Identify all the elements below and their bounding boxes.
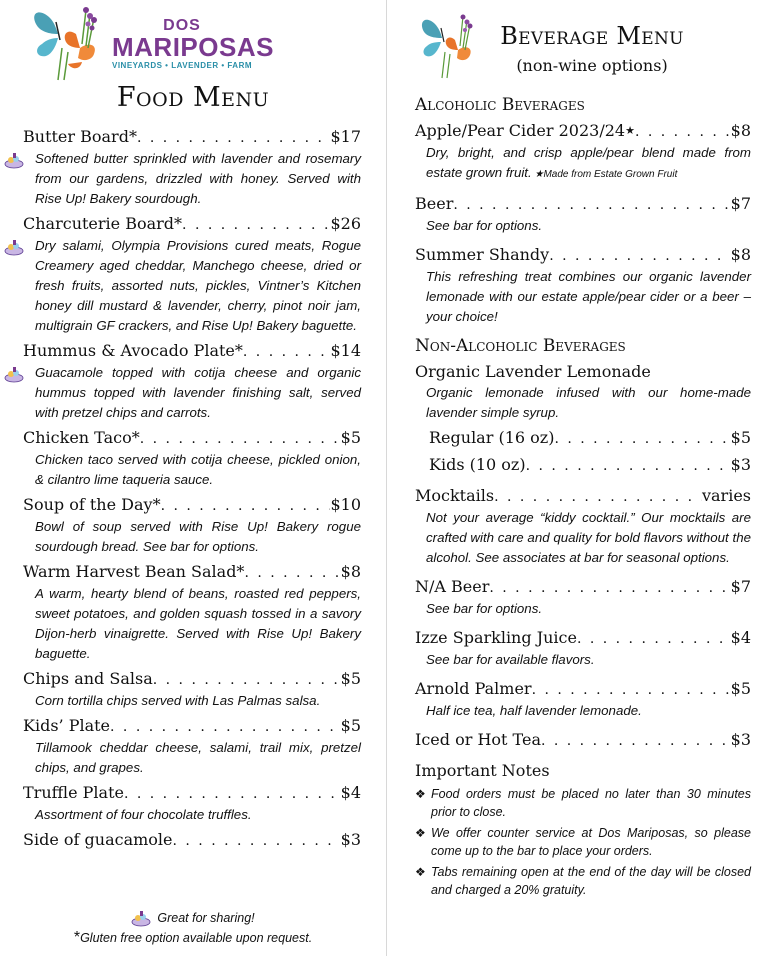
menu-item-price: $3 <box>340 830 361 849</box>
menu-item-price: $8 <box>730 245 751 264</box>
important-notes-title: Important Notes <box>415 761 550 780</box>
food-item-description: Corn tortilla chips served with Las Palmas salsa. <box>35 693 321 708</box>
beverage-item-description: Half ice tea, half lavender lemonade. <box>426 703 642 718</box>
important-note <box>415 785 751 821</box>
beverage-item <box>415 576 751 619</box>
menu-item-price: varies <box>701 486 751 505</box>
dot-leader <box>532 679 731 701</box>
dot-leader <box>489 577 730 599</box>
dot-leader <box>554 428 730 450</box>
food-item-description-wrap <box>23 738 361 778</box>
important-note <box>415 863 751 899</box>
menu-item-price: $10 <box>330 495 361 514</box>
butterfly-logo-icon <box>28 4 118 84</box>
dot-leader <box>161 495 331 517</box>
dot-leader <box>153 669 341 691</box>
beverage-item <box>415 729 751 752</box>
dot-leader <box>137 127 331 149</box>
menu-item-name: Soup of the Day* <box>23 495 161 514</box>
beverage-item-description: See bar for available flavors. <box>426 652 595 667</box>
menu-item-price: $14 <box>330 341 361 360</box>
food-item-description: Chicken taco served with cotija cheese, pickled onion, & cilantro lime taqueria sauce. <box>35 452 361 487</box>
brand-line-1: DOS <box>163 17 201 34</box>
food-item-description-wrap <box>23 450 361 490</box>
lemonade-name: Organic Lavender Lemonade <box>415 362 651 381</box>
menu-item-price: $5 <box>730 679 751 698</box>
lemonade-description: Organic lemonade infused with our home-made lavender simple syrup. <box>426 385 751 420</box>
cider-estate-note <box>532 169 678 180</box>
menu-item-name: Regular (16 oz) <box>429 428 555 447</box>
cider-estate-note-text: Made from Estate Grown Fruit <box>543 169 678 180</box>
dot-leader <box>526 455 731 477</box>
sharing-platter-icon <box>4 238 24 256</box>
menu-item-price: $5 <box>340 716 361 735</box>
important-note-text: Tabs remaining open at the end of the day will be closed and charged a 20% gratuity. <box>431 865 751 897</box>
brand-line-2: MARIPOSAS <box>112 32 274 62</box>
alcoholic-heading: Alcoholic Beverages <box>415 95 585 115</box>
menu-item-name: Side of guacamole <box>23 830 173 849</box>
legend-share-text: Great for sharing! <box>157 911 255 925</box>
dot-leader <box>549 245 730 267</box>
menu-item-row <box>23 126 361 149</box>
menu-item-name: Chicken Taco* <box>23 428 140 447</box>
menu-item-row <box>415 193 751 216</box>
menu-item-name: N/A Beer <box>415 577 490 596</box>
non-alcoholic-heading: Non-Alcoholic Beverages <box>415 336 626 356</box>
beverage-item-description: Dry, bright, and crisp apple/pear blend made from estate grown fruit. ★Made from Estate Grown Fruit <box>426 145 751 180</box>
menu-item-name: Summer Shandy <box>415 245 550 264</box>
menu-item-row <box>415 485 751 508</box>
menu-item-name: Mocktails <box>415 486 495 505</box>
food-item <box>23 427 361 490</box>
menu-item-row <box>415 729 751 752</box>
dot-leader <box>243 341 331 363</box>
menu-item-row <box>415 627 751 650</box>
menu-item-row <box>415 576 751 599</box>
important-note-text: We offer counter service at Dos Mariposas, so please come up to the bar to place your orders. <box>431 826 751 858</box>
beverage-item <box>415 485 751 568</box>
column-divider <box>386 0 387 956</box>
beverage-item-description: This refreshing treat combines our organic lavender lemonade with our estate apple/pear cider or a beer – your choice! <box>426 269 751 324</box>
menu-item-row <box>23 427 361 450</box>
menu-item-name: Beer <box>415 194 454 213</box>
menu-item-row <box>23 715 361 738</box>
menu-item-name: Charcuterie Board* <box>23 214 183 233</box>
sharing-platter-icon <box>4 365 24 383</box>
beverage-item-description: See bar for options. <box>426 218 543 233</box>
food-menu-title: Food Menu <box>116 82 270 113</box>
dot-leader <box>110 716 341 738</box>
important-note-text: Food orders must be placed no later than 30 minutes prior to close. <box>431 787 751 819</box>
sharing-platter-icon <box>4 151 24 169</box>
menu-item-name: Kids (10 oz) <box>429 455 526 474</box>
lemonade-size-row <box>415 427 751 450</box>
menu-item-price: $7 <box>730 577 751 596</box>
brand-tagline: VINEYARDS • LAVENDER • FARM <box>112 61 253 70</box>
legend-gf-text: Gluten free option available upon request. <box>80 931 313 945</box>
food-item-description-wrap <box>23 363 361 423</box>
food-item-description-wrap <box>23 236 361 336</box>
beverage-item-description: See bar for options. <box>426 601 543 616</box>
beverage-items-list <box>415 94 751 899</box>
menu-item-name: Truffle Plate <box>23 783 124 802</box>
food-item <box>23 494 361 557</box>
brand-wordmark <box>112 17 274 72</box>
food-item <box>23 668 361 711</box>
dot-leader <box>182 214 330 236</box>
important-note <box>415 824 751 860</box>
cider-estate-mark: ★ <box>625 124 635 137</box>
diamond-bullet-icon: ❖ <box>415 865 426 879</box>
menu-item-row <box>23 494 361 517</box>
dot-leader <box>577 628 731 650</box>
menu-item-name: Kids’ Plate <box>23 716 111 735</box>
menu-item-row <box>23 829 361 852</box>
cider-estate-note-mark: ★ <box>531 169 544 180</box>
food-item-description-wrap <box>23 691 361 711</box>
menu-item-row <box>23 340 361 363</box>
food-item <box>23 829 361 852</box>
dot-leader <box>635 121 731 143</box>
menu-item-price: $5 <box>340 669 361 688</box>
menu-item-row <box>415 120 751 143</box>
dot-leader <box>453 194 730 216</box>
food-items-list <box>23 126 361 856</box>
menu-item-row <box>23 668 361 691</box>
beverage-menu-subtitle: (non-wine options) <box>516 56 668 75</box>
beverage-item <box>415 120 751 185</box>
food-item-description: Tillamook cheddar cheese, salami, trail mix, pretzel chips, and grapes. <box>35 740 361 775</box>
food-item-description-wrap <box>23 584 361 664</box>
food-item-description: Dry salami, Olympia Provisions cured meats, Rogue Creamery aged cheddar, Manchego cheese, dried or fresh fruits, assorted nuts, pickles, Vintner’s Kitchen honey dill mustard & lavender, cherry, pinot noir jam, multigrain GF crackers, and Rise Up! Bakery baguette. <box>35 238 361 333</box>
dot-leader <box>173 830 341 852</box>
food-item-description: Assortment of four chocolate truffles. <box>35 807 252 822</box>
menu-item-name: Butter Board* <box>23 127 137 146</box>
diamond-bullet-icon: ❖ <box>415 826 426 840</box>
food-item-description: A warm, hearty blend of beans, roasted red peppers, sweet potatoes, and golden squash tossed in a savory Dijon-herb vinaigrette. Served with Rise Up! Bakery baguette. <box>35 586 361 661</box>
lemonade-item <box>415 361 751 477</box>
food-item <box>23 782 361 825</box>
sharing-platter-icon <box>131 909 151 927</box>
legend-star: * <box>73 929 81 946</box>
menu-item-price: $8 <box>730 121 751 140</box>
diamond-bullet-icon: ❖ <box>415 787 426 801</box>
menu-item-name: Apple/Pear Cider 2023/24★ <box>415 121 635 140</box>
food-legend <box>0 908 386 948</box>
menu-item-row <box>23 782 361 805</box>
dot-leader <box>140 428 341 450</box>
food-item-description-wrap <box>23 149 361 209</box>
food-item <box>23 715 361 778</box>
beverage-menu-title: Beverage Menu <box>500 22 684 50</box>
menu-item-row <box>23 213 361 236</box>
menu-item-price: $3 <box>730 730 751 749</box>
butterfly-logo-icon <box>417 12 487 82</box>
dot-leader <box>494 486 702 508</box>
menu-item-price: $8 <box>340 562 361 581</box>
beverage-logo <box>417 12 487 82</box>
menu-item-price: $26 <box>330 214 361 233</box>
food-item-description-wrap <box>23 517 361 557</box>
menu-item-row <box>415 678 751 701</box>
menu-item-name: Hummus & Avocado Plate* <box>23 341 243 360</box>
menu-item-price: $3 <box>730 455 751 474</box>
beverage-item <box>415 244 751 327</box>
beverage-item-description: Not your average “kiddy cocktail.” Our mocktails are crafted with care and quality for bold flavors without the alcohol. See associates at bar for seasonal options. <box>426 510 751 565</box>
menu-item-price: $5 <box>730 428 751 447</box>
food-item <box>23 126 361 209</box>
menu-item-row <box>415 244 751 267</box>
beverage-item <box>415 678 751 721</box>
food-item-description: Bowl of soup served with Rise Up! Bakery rogue sourdough bread. See bar for options. <box>35 519 361 554</box>
menu-item-price: $17 <box>330 127 361 146</box>
food-item-description: Guacamole topped with cotija cheese and organic hummus topped with lavender finishing salt, served with pretzel chips and carrots. <box>35 365 361 420</box>
menu-item-price: $7 <box>730 194 751 213</box>
menu-item-name: Arnold Palmer <box>415 679 532 698</box>
dot-leader <box>541 730 731 752</box>
food-item-description: Softened butter sprinkled with lavender and rosemary from our gardens, drizzled with honey. Served with Rise Up! Bakery sourdough. <box>35 151 361 206</box>
menu-item-name: Chips and Salsa <box>23 669 153 688</box>
menu-item-name: Izze Sparkling Juice <box>415 628 577 647</box>
menu-item-row <box>23 561 361 584</box>
food-item-description-wrap <box>23 805 361 825</box>
beverage-item <box>415 193 751 236</box>
menu-item-name: Iced or Hot Tea <box>415 730 541 749</box>
dot-leader <box>124 783 341 805</box>
food-item <box>23 561 361 664</box>
lemonade-size-row <box>415 454 751 477</box>
menu-item-price: $4 <box>340 783 361 802</box>
menu-item-price: $4 <box>730 628 751 647</box>
beverage-item <box>415 627 751 670</box>
dot-leader <box>244 562 340 584</box>
menu-item-name: Warm Harvest Bean Salad* <box>23 562 245 581</box>
menu-item-price: $5 <box>340 428 361 447</box>
food-item <box>23 213 361 336</box>
food-item <box>23 340 361 423</box>
